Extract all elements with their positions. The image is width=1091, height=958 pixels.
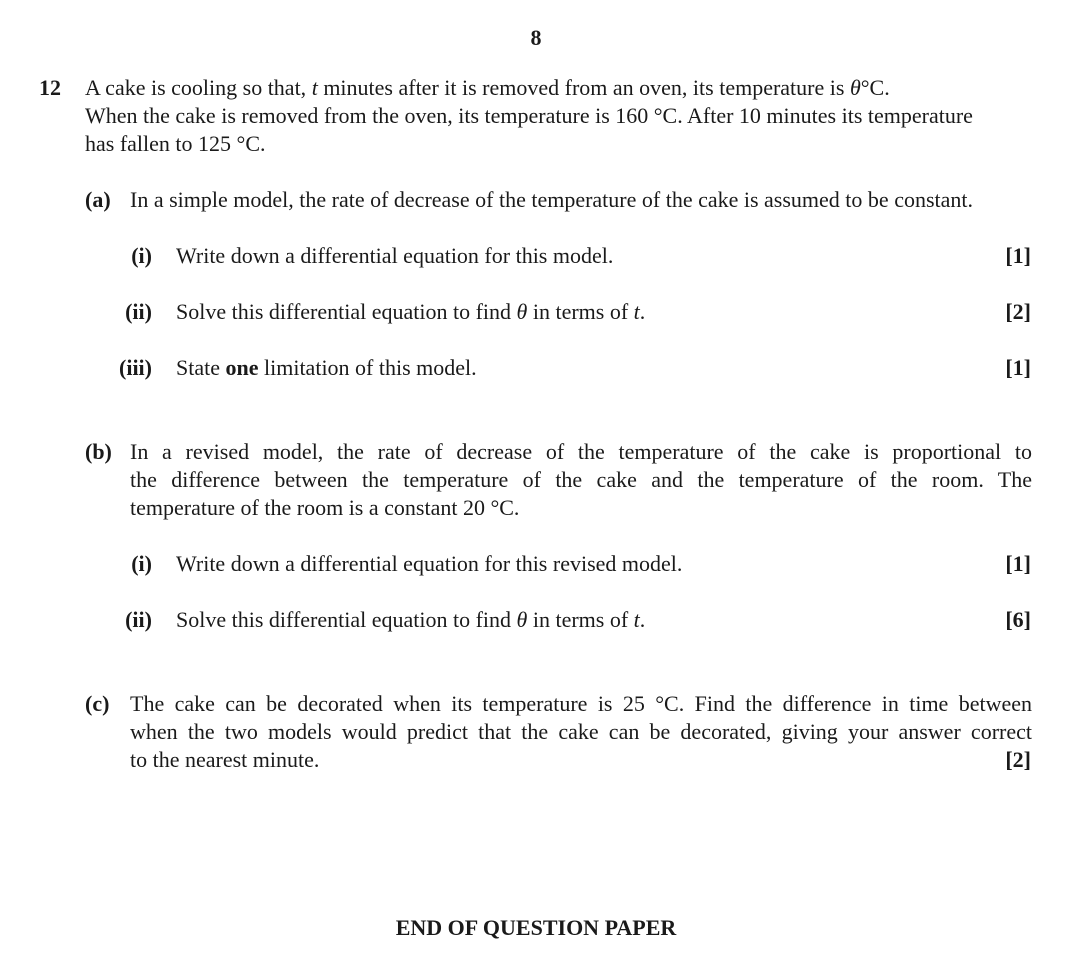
- part-c-text: [130, 690, 1032, 774]
- stem-text: A cake is cooling so that,: [85, 75, 312, 100]
- part-b-i-text: Write down a differential equation for this revised model.: [176, 551, 683, 576]
- part-b-i-marks: [1]: [1005, 551, 1031, 576]
- variable-t: t: [633, 607, 640, 632]
- part-a-i-label: (i): [131, 243, 152, 268]
- part-c-line-1: The cake can be decorated when its temperature is 25 °C. Find the difference in time between: [130, 691, 1032, 716]
- sub-text: State: [176, 355, 226, 380]
- sub-text: in terms of: [527, 607, 634, 632]
- part-a-text: In a simple model, the rate of decrease of the temperature of the cake is assumed to be constant.: [130, 187, 974, 212]
- stem-text: minutes after it is removed from an oven, its temperature is: [317, 75, 850, 100]
- emphasis-one: one: [225, 355, 259, 380]
- part-a-i-marks: [1]: [1005, 243, 1031, 268]
- part-b-line-2: the difference between the temperature of the cake and the temperature of the room. The: [130, 467, 1032, 492]
- part-a-ii-label: (ii): [125, 299, 152, 324]
- variable-theta: θ: [516, 607, 528, 632]
- part-a-ii-text: [176, 298, 645, 326]
- stem-line-2: When the cake is removed from the oven, its temperature is 160 °C. After 10 minutes its temperature: [85, 103, 973, 128]
- question-number: 12: [39, 75, 61, 100]
- stem-line-1: [85, 74, 1035, 102]
- sub-text: .: [639, 607, 646, 632]
- variable-t: t: [633, 299, 640, 324]
- part-a-ii-marks: [2]: [1005, 299, 1031, 324]
- part-a-iii-marks: [1]: [1005, 355, 1031, 380]
- sub-text: in terms of: [527, 299, 634, 324]
- part-b-label: (b): [85, 439, 112, 464]
- part-b-text: [130, 438, 1032, 522]
- part-b-i-label: (i): [131, 551, 152, 576]
- part-b-ii-text: [176, 606, 645, 634]
- part-b-ii-marks: [6]: [1005, 607, 1031, 632]
- part-b-ii-label: (ii): [125, 607, 152, 632]
- part-a-iii-text: [176, 354, 477, 382]
- part-c-marks: [2]: [1005, 747, 1031, 772]
- sub-text: limitation of this model.: [258, 355, 477, 380]
- variable-t: t: [311, 75, 318, 100]
- part-a-iii-label: (iii): [119, 355, 152, 380]
- part-b-line-1: In a revised model, the rate of decrease of the temperature of the cake is proportional to: [130, 439, 1032, 464]
- stem-text: °C.: [860, 75, 890, 100]
- end-of-paper: END OF QUESTION PAPER: [395, 915, 677, 940]
- part-c-label: (c): [85, 691, 110, 716]
- variable-theta: θ: [849, 75, 861, 100]
- part-a-i-text: Write down a differential equation for this model.: [176, 243, 614, 268]
- part-c-line-2: when the two models would predict that the cake can be decorated, giving your answer correct: [130, 719, 1032, 744]
- part-c-line-3: to the nearest minute.: [130, 747, 320, 772]
- stem-line-3: has fallen to 125 °C.: [85, 131, 266, 156]
- sub-text: Solve this differential equation to find: [176, 607, 517, 632]
- page-number: 8: [530, 25, 542, 50]
- sub-text: Solve this differential equation to find: [176, 299, 517, 324]
- variable-theta: θ: [516, 299, 528, 324]
- part-a-label: (a): [85, 187, 111, 212]
- part-b-line-3: temperature of the room is a constant 20 °C.: [130, 495, 520, 520]
- sub-text: .: [639, 299, 646, 324]
- question-stem: [85, 74, 1035, 158]
